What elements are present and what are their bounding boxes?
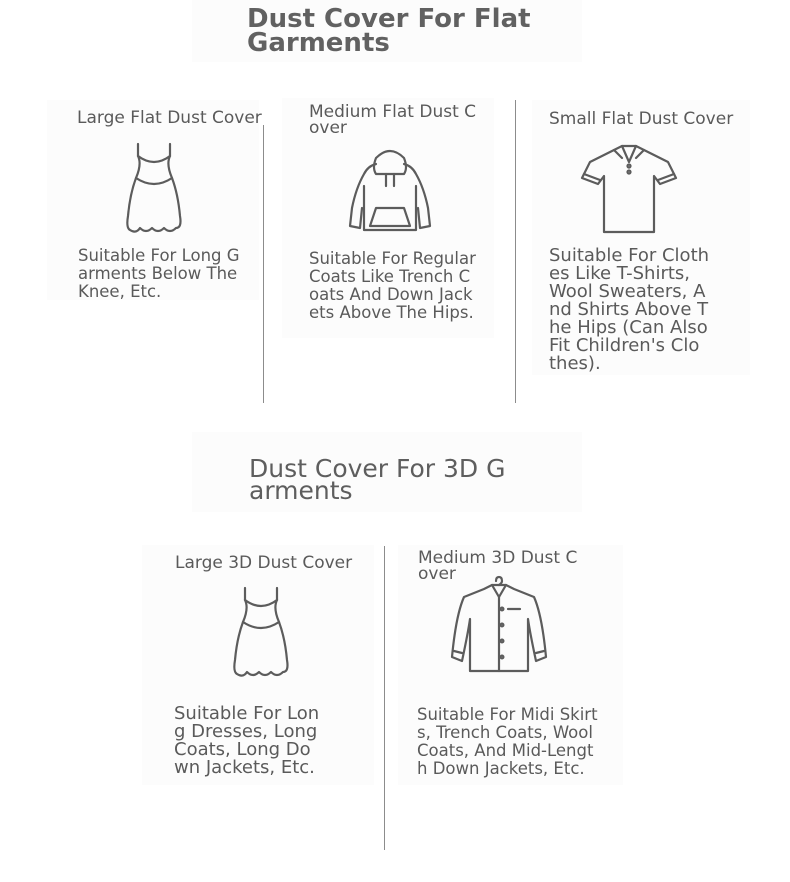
divider (515, 100, 516, 403)
desc-line: Suitable For Cloth (549, 245, 710, 266)
section-title-flat-line2: Garments (247, 28, 390, 58)
dress-icon (231, 586, 291, 678)
section-title-3d (249, 454, 506, 505)
item-label-medium-flat (309, 104, 476, 136)
divider (384, 546, 385, 850)
desc-line: Fit Children's Clo (549, 335, 700, 356)
item-label-line2: over (418, 564, 456, 584)
desc-line: thes). (549, 353, 601, 374)
desc-line: h Down Jackets, Etc. (417, 759, 585, 778)
desc-line: nd Shirts Above T (549, 299, 709, 320)
desc-line: Wool Sweaters, A (549, 281, 706, 302)
desc-line: s, Trench Coats, Wool (417, 723, 593, 742)
item-label-line1: Medium Flat Dust C (309, 102, 477, 122)
item-label-line2: over (309, 118, 347, 138)
section-title-flat (247, 4, 531, 58)
desc-line: he Hips (Can Also (549, 317, 708, 338)
section-title-flat-line1: Dust Cover For Flat (247, 4, 531, 34)
section-title-3d-line2: arments (249, 476, 353, 505)
desc-line: g Dresses, Long (174, 721, 318, 742)
item-desc-large-3d (174, 705, 319, 777)
desc-line: oats And Down Jack (309, 285, 473, 304)
item-label-large-flat: Large Flat Dust Cover (77, 108, 262, 128)
desc-line: Knee, Etc. (78, 282, 162, 301)
item-desc-medium-flat (309, 250, 476, 322)
desc-line: Suitable For Long G (78, 246, 240, 265)
item-desc-medium-3d (417, 706, 598, 778)
desc-line: es Like T-Shirts, (549, 263, 691, 284)
shirt-on-hanger-icon (448, 575, 550, 675)
desc-line: Coats, Long Do (174, 739, 311, 760)
desc-line: Coats, And Mid-Lengt (417, 741, 594, 760)
desc-line: wn Jackets, Etc. (174, 757, 315, 778)
desc-line: Coats Like Trench C (309, 267, 471, 286)
item-desc-large-flat (78, 247, 240, 301)
item-label-line1: Medium 3D Dust C (418, 548, 578, 568)
polo-shirt-icon (580, 144, 678, 234)
dress-icon (124, 142, 184, 234)
desc-line: Suitable For Regular (309, 249, 476, 268)
section-title-3d-line1: Dust Cover For 3D G (249, 454, 506, 483)
item-desc-small-flat (549, 247, 709, 373)
desc-line: arments Below The (78, 264, 238, 283)
desc-line: ets Above The Hips. (309, 303, 474, 322)
item-label-small-flat: Small Flat Dust Cover (549, 109, 734, 129)
divider (263, 125, 264, 403)
desc-line: Suitable For Lon (174, 703, 320, 724)
hoodie-icon (346, 146, 434, 234)
desc-line: Suitable For Midi Skirt (417, 705, 598, 724)
item-label-large-3d: Large 3D Dust Cover (175, 553, 353, 573)
